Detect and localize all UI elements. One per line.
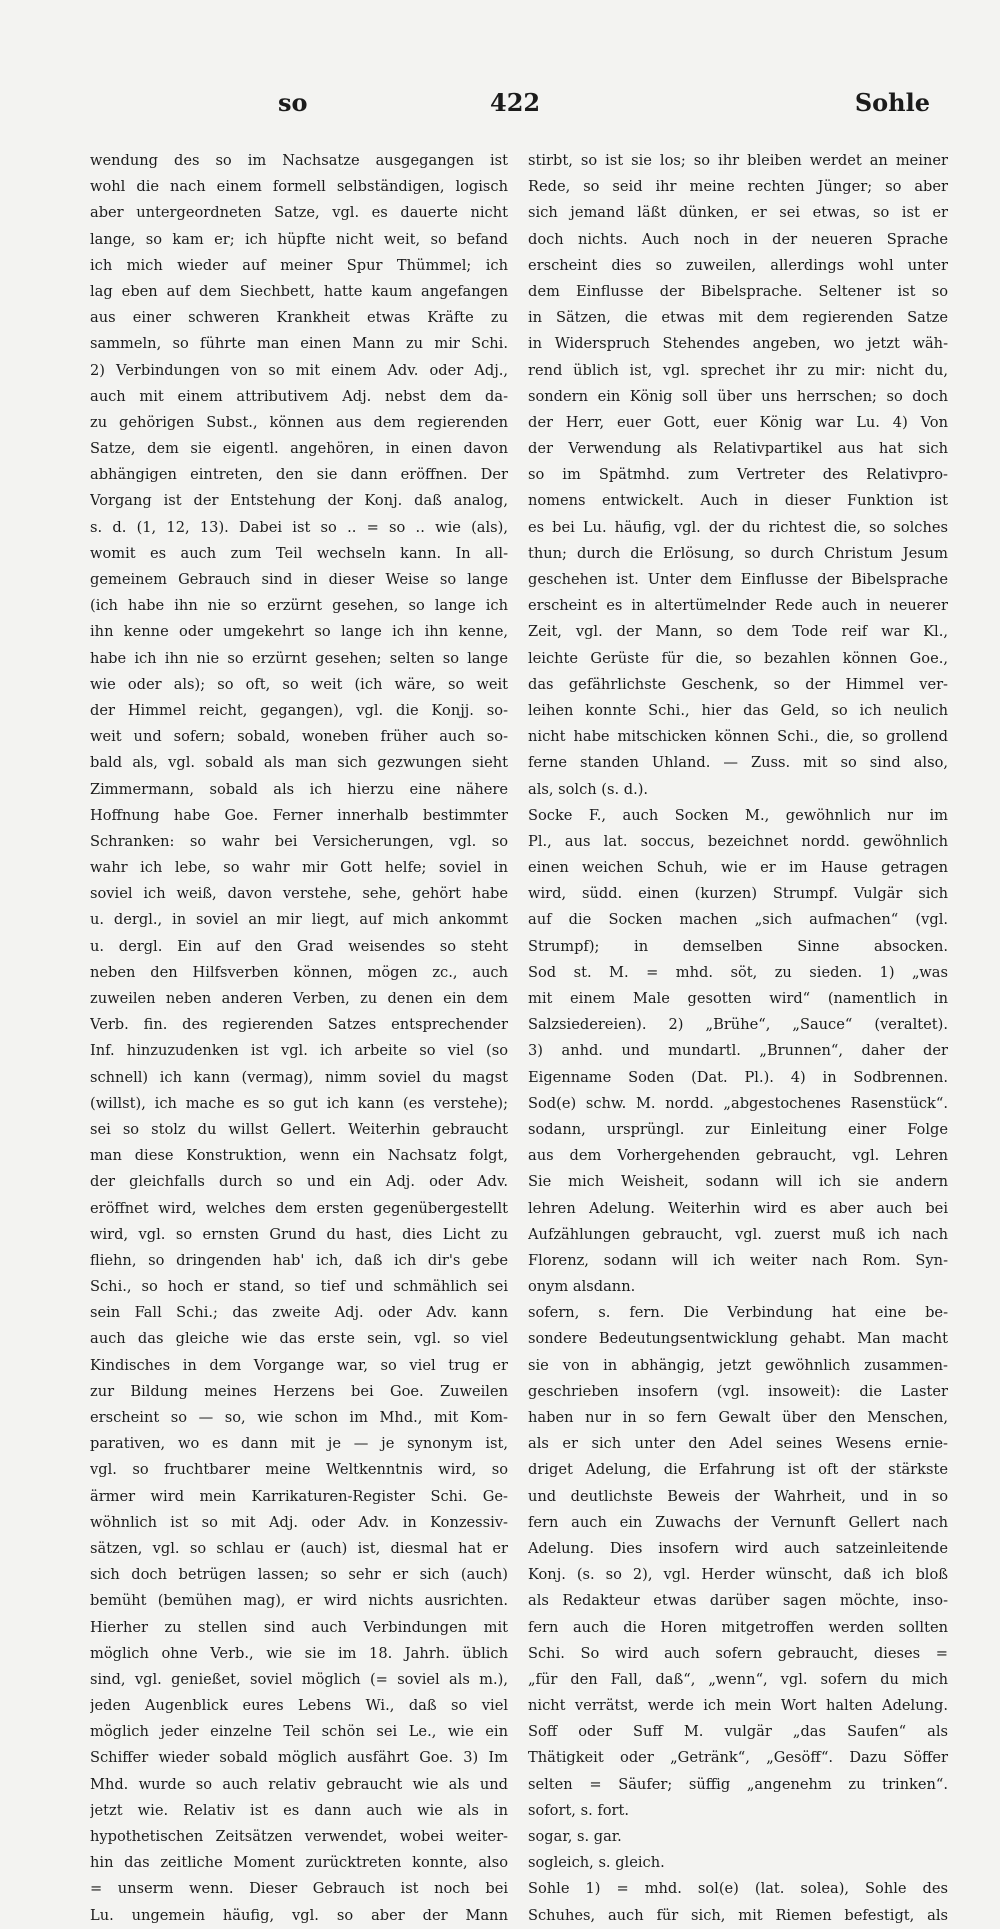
text-line: wahr ich lebe, so wahr mir Gott helfe; soviel in: [90, 859, 508, 877]
text-line: wendung des so im Nachsatze ausgegangen ist: [90, 152, 508, 169]
text-line: nomens entwickelt. Auch in dieser Funktion ist: [528, 492, 948, 510]
text-line: sich doch betrügen lassen; so sehr er sich (auch): [90, 1566, 508, 1584]
text-line: Salzsiedereien). 2) „Brühe“, „Sauce“ (veraltet).: [528, 1016, 948, 1034]
text-line: abhängigen eintreten, den sie dann eröffnen. Der: [90, 466, 508, 484]
text-line: ich mich wieder auf meiner Spur Thümmel; ich: [90, 256, 508, 274]
text-line: sogar, s. gar.: [528, 1828, 622, 1845]
text-line: selten = Säufer; süffig „angenehm zu trinken“.: [528, 1775, 948, 1793]
text-line: Schuhes, auch für sich, mit Riemen befestigt, als: [528, 1906, 948, 1924]
text-line: Lu. ungemein häufig, vgl. so aber der Mann: [90, 1906, 508, 1924]
text-line: möglich ohne Verb., wie sie im 18. Jahrh. üblich: [90, 1644, 508, 1662]
text-line: Zeit, vgl. der Mann, so dem Tode reif war Kl.,: [528, 623, 948, 641]
text-line: bald als, vgl. sobald als man sich gezwungen sieht: [90, 754, 508, 772]
text-line: lange, so kam er; ich hüpfte nicht weit, so befand: [90, 230, 508, 248]
text-line: onym alsdann.: [528, 1278, 636, 1296]
header-right-keyword: Sohle: [854, 88, 930, 117]
text-line: fern auch die Horen mitgetroffen werden sollten: [528, 1618, 948, 1636]
text-line: stirbt, so ist sie los; so ihr bleiben werdet an meiner: [528, 152, 948, 169]
text-line: der Himmel reicht, gegangen), vgl. die Konjj. so-: [90, 701, 508, 719]
text-line: Sod st. M. = mhd. söt, zu sieden. 1) „was: [528, 963, 948, 981]
text-line: = unserm wenn. Dieser Gebrauch ist noch bei: [90, 1880, 508, 1898]
page-number: 422: [490, 88, 541, 117]
text-line: rend üblich ist, vgl. sprechet ihr zu mir: nicht du,: [528, 361, 948, 379]
text-line: aus einer schweren Krankheit etwas Kräfte zu: [90, 309, 508, 327]
text-line: ärmer wird mein Karrikaturen-Register Schi. Ge-: [90, 1487, 508, 1505]
text-line: Sod(e) schw. M. nordd. „abgestochenes Rasenstück“.: [528, 1094, 948, 1112]
text-line: in Sätzen, die etwas mit dem regierenden Satze: [528, 309, 948, 327]
text-line: sofern, s. fern. Die Verbindung hat eine be-: [528, 1304, 948, 1322]
text-line: und deutlichste Beweis der Wahrheit, und in so: [528, 1487, 948, 1505]
text-line: Zimmermann, sobald als ich hierzu eine nähere: [90, 780, 508, 798]
text-line: leihen konnte Schi., hier das Geld, so ich neulich: [528, 701, 948, 719]
text-line: soviel ich weiß, davon verstehe, sehe, gehört habe: [90, 885, 508, 903]
text-line: jetzt wie. Relativ ist es dann auch wie als in: [90, 1801, 508, 1819]
text-line: Inf. hinzuzudenken ist vgl. ich arbeite so viel (so: [90, 1042, 508, 1060]
text-line: Sie mich Weisheit, sodann will ich sie andern: [528, 1173, 948, 1191]
text-line: ihn kenne oder umgekehrt so lange ich ihn kenne,: [90, 623, 508, 641]
text-line: Rede, so seid ihr meine rechten Jünger; so aber: [528, 178, 948, 196]
text-line: Thätigkeit oder „Getränk“, „Gesöff“. Dazu Söffer: [528, 1749, 948, 1767]
text-line: ferne standen Uhland. — Zuss. mit so sind also,: [528, 754, 948, 772]
text-line: (willst), ich mache es so gut ich kann (es verstehe);: [90, 1094, 508, 1112]
text-line: parativen, wo es dann mit je — je synonym ist,: [90, 1435, 508, 1453]
text-line: sind, vgl. genießet, soviel möglich (= soviel als m.),: [90, 1670, 508, 1688]
text-line: der Herr, euer Gott, euer König war Lu. 4) Von: [528, 413, 948, 431]
text-line: Adelung. Dies insofern wird auch satzeinleitende: [528, 1539, 948, 1557]
text-line: so im Spätmhd. zum Vertreter des Relativpro-: [528, 466, 948, 484]
text-line: haben nur in so fern Gewalt über den Menschen,: [528, 1409, 948, 1426]
right-column: [528, 148, 948, 1929]
text-line: 3) anhd. und mundartl. „Brunnen“, daher der: [528, 1042, 948, 1060]
text-line: als Redakteur etwas darüber sagen möchte, inso-: [528, 1592, 948, 1610]
text-line: fern auch ein Zuwachs der Vernunft Gellert nach: [528, 1513, 948, 1531]
text-line: erscheint es in altertümelnder Rede auch in neuerer: [528, 597, 948, 615]
text-line: nicht verrätst, werde ich mein Wort halten Adelung.: [528, 1697, 948, 1715]
text-line: jeden Augenblick eures Lebens Wi., daß so viel: [90, 1697, 508, 1715]
text-line: Kindisches in dem Vorgange war, so viel trug er: [90, 1356, 508, 1374]
text-line: sogleich, s. gleich.: [528, 1854, 665, 1872]
text-line: Schiffer wieder sobald möglich ausfährt Goe. 3) Im: [90, 1749, 508, 1767]
text-line: das gefährlichste Geschenk, so der Himmel ver-: [528, 675, 948, 693]
page-header: [90, 88, 930, 122]
text-line: driget Adelung, die Erfahrung ist oft der stärkste: [528, 1461, 948, 1479]
text-line: Sohle 1) = mhd. sol(e) (lat. solea), Sohle des: [528, 1880, 948, 1898]
column-gutter: [518, 148, 519, 1428]
text-line: Schranken: so wahr bei Versicherungen, vgl. so: [90, 832, 508, 850]
text-line: leichte Gerüste für die, so bezahlen können Goe.,: [528, 649, 948, 667]
text-line: Hoffnung habe Goe. Ferner innerhalb bestimmter: [90, 806, 508, 824]
text-line: auf die Socken machen „sich aufmachen“ (vgl.: [528, 911, 948, 929]
text-line: lehren Adelung. Weiterhin wird es aber auch bei: [528, 1199, 948, 1217]
text-line: wird, südd. einen (kurzen) Strumpf. Vulgär sich: [528, 885, 948, 903]
text-line: auch das gleiche wie das erste sein, vgl. so viel: [90, 1330, 508, 1348]
text-line: u. dergl., in soviel an mir liegt, auf mich ankommt: [90, 911, 508, 929]
text-line: Eigenname Soden (Dat. Pl.). 4) in Sodbrennen.: [528, 1068, 948, 1086]
text-line: aber untergeordneten Satze, vgl. es dauerte nicht: [90, 204, 508, 222]
text-line: der Verwendung als Relativpartikel aus hat sich: [528, 440, 948, 458]
text-line: sammeln, so führte man einen Mann zu mir Schi.: [90, 335, 508, 353]
text-line: hin das zeitliche Moment zurücktreten konnte, also: [90, 1854, 508, 1872]
text-line: nicht habe mitschicken können Schi., die, so grollend: [528, 728, 948, 746]
text-line: sodann, ursprüngl. zur Einleitung einer Folge: [528, 1120, 948, 1138]
text-line: wöhnlich ist so mit Adj. oder Adv. in Konzessiv-: [90, 1513, 508, 1531]
text-line: wird, vgl. so ernsten Grund du hast, dies Licht zu: [90, 1225, 508, 1243]
text-line: Strumpf); in demselben Sinne absocken.: [528, 937, 948, 955]
text-line: sätzen, vgl. so schlau er (auch) ist, diesmal hat er: [90, 1539, 508, 1557]
text-line: schnell) ich kann (vermag), nimm soviel du magst: [90, 1068, 508, 1086]
text-line: als er sich unter den Adel seines Wesens ernie-: [528, 1435, 948, 1453]
text-line: lag eben auf dem Siechbett, hatte kaum angefangen: [90, 282, 508, 300]
text-line: als, solch (s. d.).: [528, 780, 649, 798]
text-line: sondern ein König soll über uns herrschen; so doch: [528, 387, 948, 405]
text-line: zuweilen neben anderen Verben, zu denen ein dem: [90, 990, 508, 1007]
text-line: wie oder als); so oft, so weit (ich wäre, so weit: [90, 675, 508, 693]
text-line: dem Einflusse der Bibelsprache. Seltener ist so: [528, 282, 948, 300]
text-line: in Widerspruch Stehendes angeben, wo jetzt wäh-: [528, 335, 948, 353]
text-line: Aufzählungen gebraucht, vgl. zuerst muß ich nach: [528, 1225, 948, 1243]
text-line: Socke F., auch Socken M., gewöhnlich nur im: [528, 806, 948, 824]
text-line: fliehn, so dringenden hab' ich, daß ich dir's gebe: [90, 1251, 508, 1269]
text-line: sein Fall Schi.; das zweite Adj. oder Adv. kann: [90, 1304, 508, 1322]
text-line: neben den Hilfsverben können, mögen zc., auch: [90, 963, 508, 981]
text-line: vgl. so fruchtbarer meine Weltkenntnis wird, so: [90, 1461, 508, 1479]
text-line: Schi. So wird auch sofern gebraucht, dieses =: [528, 1644, 948, 1662]
text-line: der gleichfalls durch so und ein Adj. oder Adv.: [90, 1173, 508, 1191]
text-line: mit einem Male gesotten wird“ (namentlich in: [528, 990, 948, 1007]
text-line: weit und sofern; sobald, woneben früher auch so-: [90, 728, 508, 746]
text-line: zu gehörigen Subst., können aus dem regierenden: [90, 413, 508, 431]
text-line: geschehen ist. Unter dem Einflusse der Bibelsprache: [528, 571, 948, 588]
text-line: thun; durch die Erlösung, so durch Christum Jesum: [528, 544, 948, 562]
text-line: Florenz, sodann will ich weiter nach Rom. Syn-: [528, 1251, 948, 1269]
text-line: 2) Verbindungen von so mit einem Adv. oder Adj.,: [90, 361, 508, 379]
text-line: Hierher zu stellen sind auch Verbindungen mit: [90, 1618, 508, 1636]
text-line: zur Bildung meines Herzens bei Goe. Zuweilen: [90, 1382, 508, 1400]
text-line: sondere Bedeutungsentwicklung gehabt. Man macht: [528, 1330, 948, 1348]
text-line: eröffnet wird, welches dem ersten gegenübergestellt: [90, 1199, 508, 1217]
text-line: Konj. (s. so 2), vgl. Herder wünscht, daß ich bloß: [528, 1566, 948, 1584]
left-column: [90, 148, 508, 1929]
text-line: doch nichts. Auch noch in der neueren Sprache: [528, 230, 948, 248]
text-line: Verb. fin. des regierenden Satzes entsprechender: [90, 1016, 508, 1034]
header-left-keyword: so: [278, 88, 308, 117]
text-line: erscheint so — so, wie schon im Mhd., mit Kom-: [90, 1409, 508, 1426]
text-line: Vorgang ist der Entstehung der Konj. daß analog,: [90, 492, 508, 510]
text-line: „für den Fall, daß“, „wenn“, vgl. sofern du mich: [528, 1670, 948, 1688]
text-line: sie von in abhängig, jetzt gewöhnlich zusammen-: [528, 1356, 948, 1374]
text-line: Satze, dem sie eigentl. angehören, in einen davon: [90, 440, 508, 458]
text-line: s. d. (1, 12, 13). Dabei ist so .. = so .. wie (als),: [90, 518, 508, 536]
text-line: erscheint dies so zuweilen, allerdings wohl unter: [528, 256, 948, 274]
text-line: möglich jeder einzelne Teil schön sei Le., wie ein: [90, 1723, 508, 1741]
text-line: sofort, s. fort.: [528, 1801, 630, 1819]
text-line: auch mit einem attributivem Adj. nebst dem da-: [90, 387, 508, 405]
text-line: einen weichen Schuh, wie er im Hause getragen: [528, 859, 948, 877]
text-line: bemüht (bemühen mag), er wird nichts ausrichten.: [90, 1592, 508, 1610]
text-line: es bei Lu. häufig, vgl. der du richtest die, so solches: [528, 518, 948, 536]
text-line: wohl die nach einem formell selbständigen, logisch: [90, 178, 508, 196]
text-line: Schi., so hoch er stand, so tief und schmählich sei: [90, 1278, 508, 1296]
text-line: man diese Konstruktion, wenn ein Nachsatz folgt,: [90, 1147, 508, 1165]
text-line: sich jemand läßt dünken, er sei etwas, so ist er: [528, 204, 948, 222]
text-line: sei so stolz du willst Gellert. Weiterhin gebraucht: [90, 1120, 508, 1138]
text-line: (ich habe ihn nie so erzürnt gesehen, so lange ich: [90, 597, 508, 615]
text-line: gemeinem Gebrauch sind in dieser Weise so lange: [90, 571, 508, 588]
text-line: womit es auch zum Teil wechseln kann. In all-: [90, 544, 508, 562]
text-line: geschrieben insofern (vgl. insoweit): die Laster: [528, 1382, 948, 1400]
text-line: aus dem Vorhergehenden gebraucht, vgl. Lehren: [528, 1147, 948, 1165]
text-line: Soff oder Suff M. vulgär „das Saufen“ als: [528, 1723, 948, 1741]
text-line: habe ich ihn nie so erzürnt gesehen; selten so lange: [90, 649, 508, 667]
text-line: Pl., aus lat. soccus, bezeichnet nordd. gewöhnlich: [528, 832, 948, 850]
text-line: u. dergl. Ein auf den Grad weisendes so steht: [90, 937, 508, 955]
text-line: Mhd. wurde so auch relativ gebraucht wie als und: [90, 1775, 508, 1793]
text-line: hypothetischen Zeitsätzen verwendet, wobei weiter-: [90, 1828, 508, 1845]
